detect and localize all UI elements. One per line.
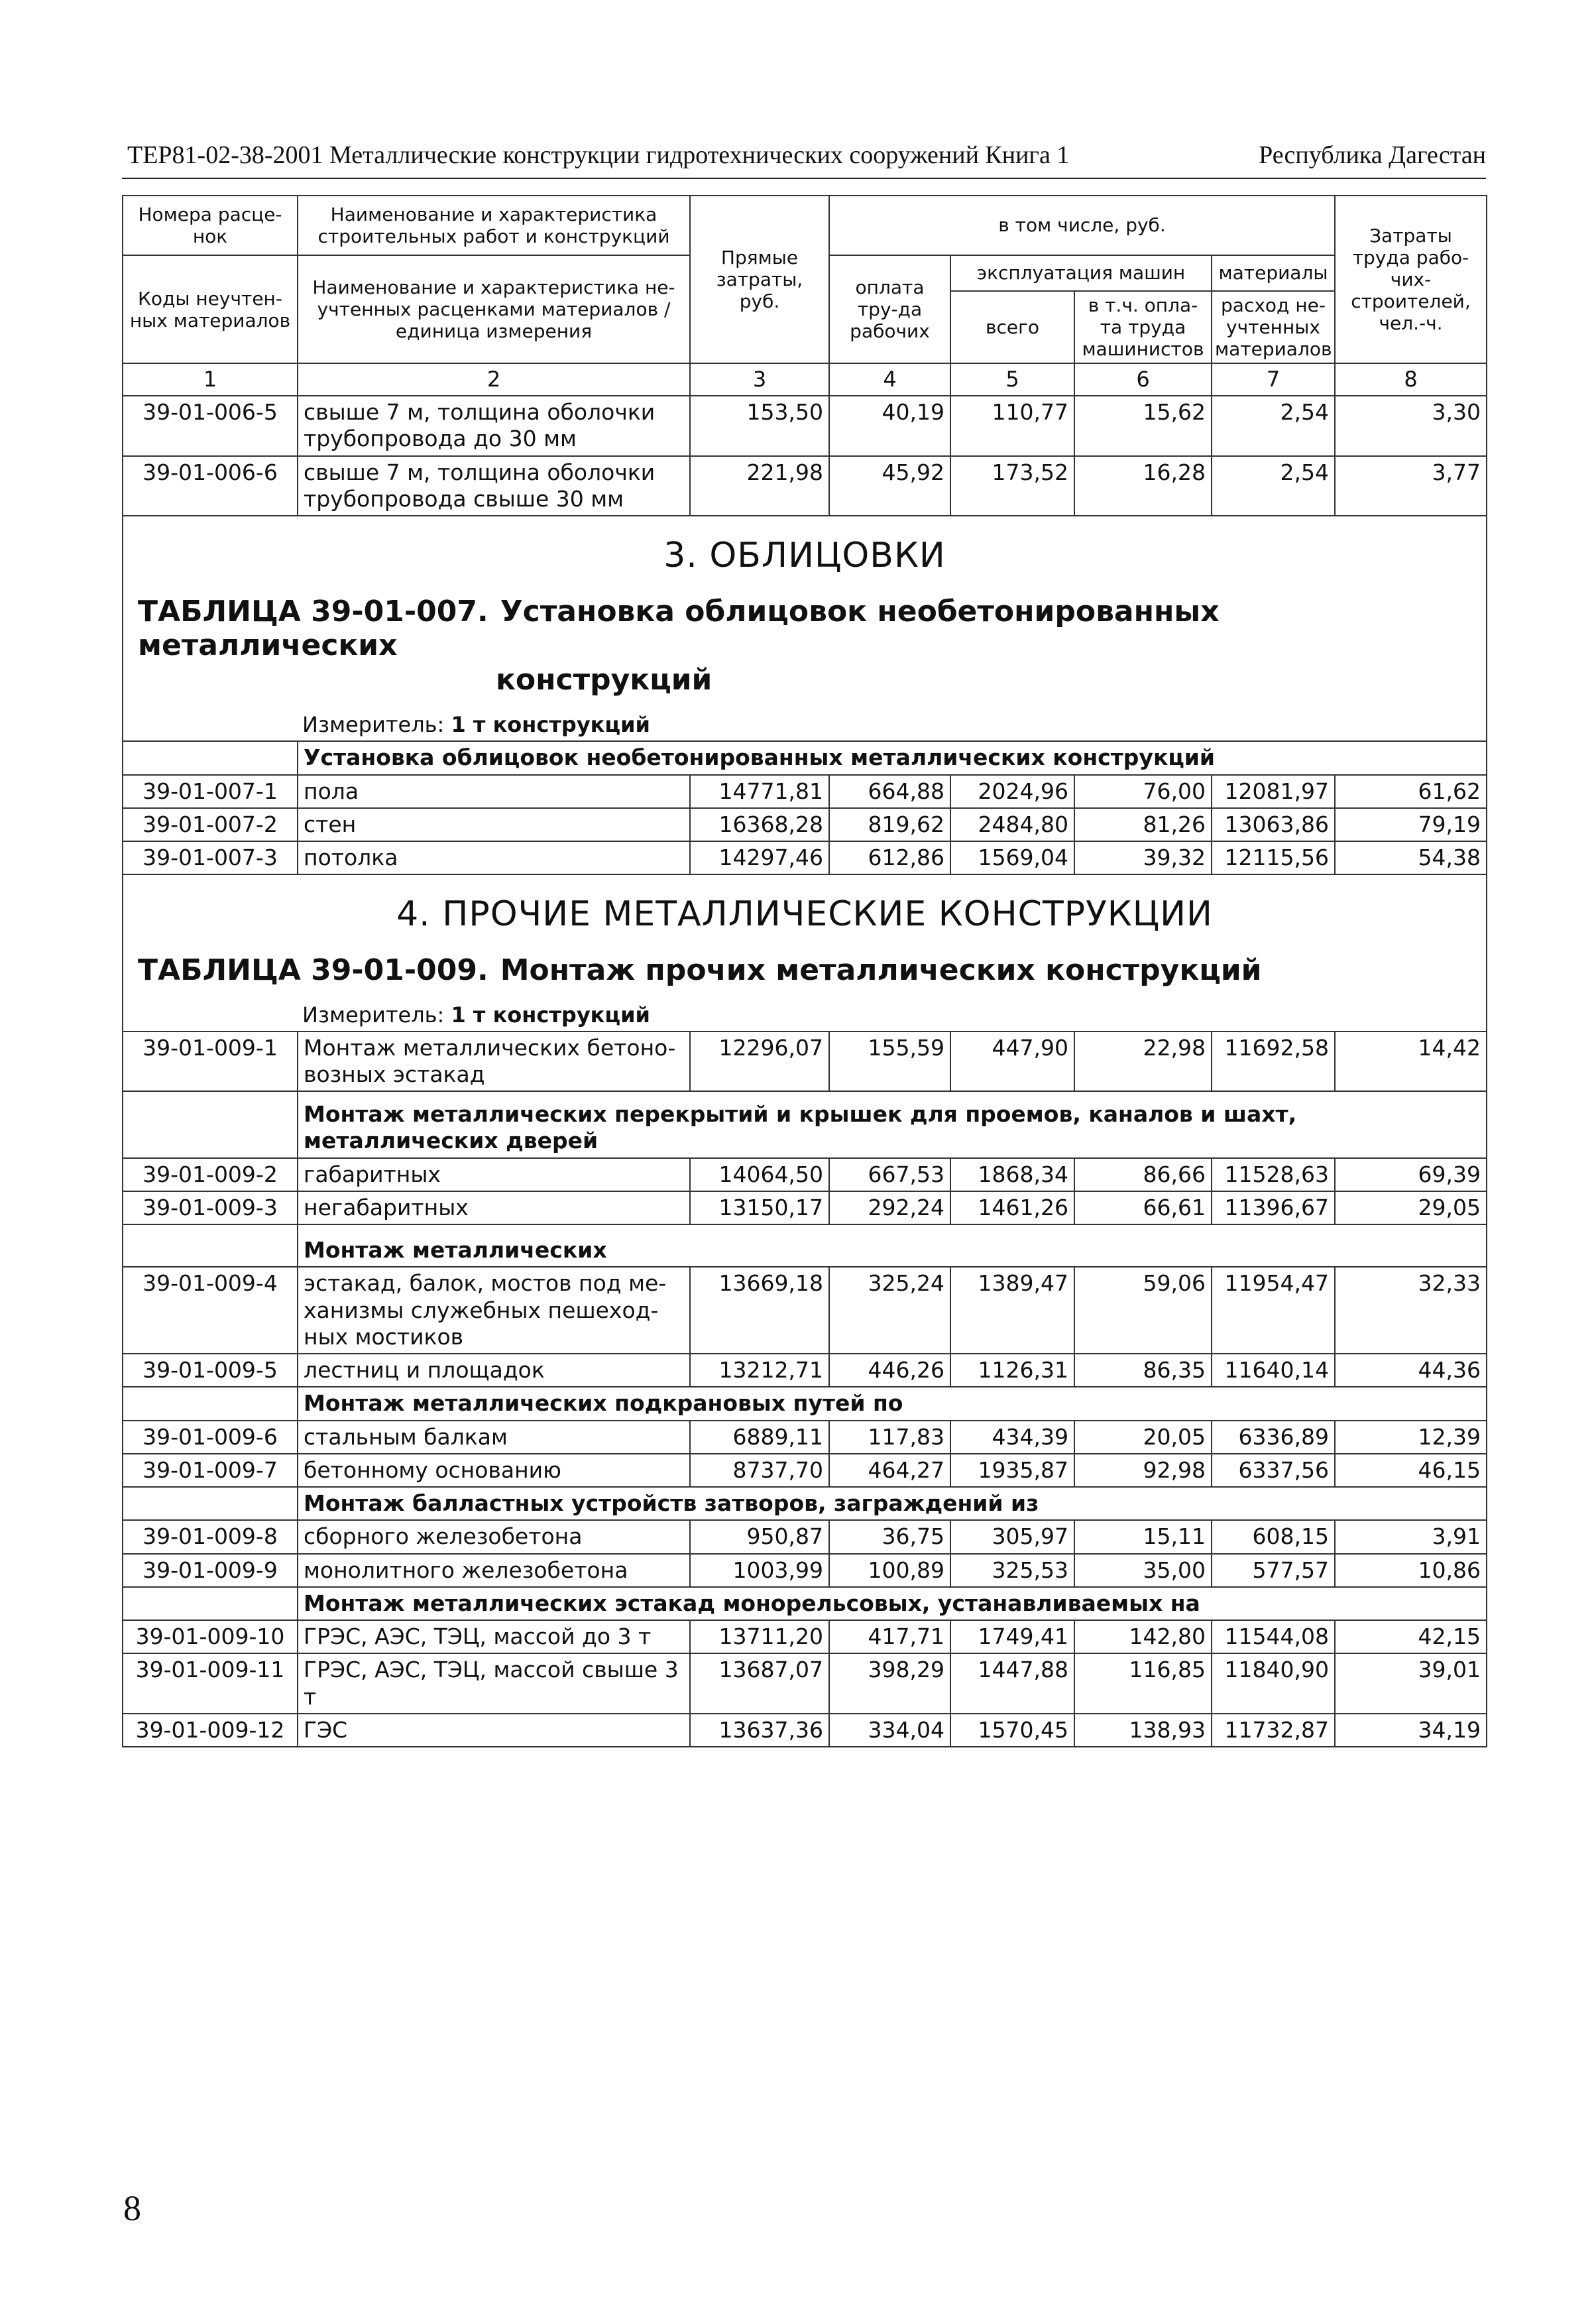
column-numbers-row [123, 363, 1487, 396]
rate-code: 39-01-009-7 [123, 1454, 298, 1487]
section-title: 3. ОБЛИЦОВКИ [663, 536, 946, 576]
rate-name: Монтаж металлических бетоно-возных эстакад [298, 1032, 690, 1092]
table-label: ТАБЛИЦА 39-01-007. [138, 594, 488, 628]
direct-costs: 13212,71 [690, 1354, 829, 1387]
materials-cost: 11732,87 [1212, 1714, 1335, 1747]
rate-code: 39-01-009-4 [123, 1267, 298, 1354]
materials-cost: 11640,14 [1212, 1354, 1335, 1387]
direct-costs: 6889,11 [690, 1421, 829, 1454]
header-col1-top: Номера расце-нок [123, 196, 298, 255]
table-row [123, 1714, 1487, 1747]
table-name-continued: конструкций [496, 663, 712, 697]
machines-total: 1935,87 [950, 1454, 1074, 1487]
meter-label: Измеритель: [302, 712, 445, 738]
labor-hours: 29,05 [1335, 1191, 1487, 1224]
table-row [123, 1454, 1487, 1487]
rate-name: свыше 7 м, толщина оболочки трубопровода до 30 мм [298, 396, 690, 456]
colnum: 2 [298, 363, 690, 396]
materials-cost: 2,54 [1212, 396, 1335, 456]
direct-costs: 950,87 [690, 1520, 829, 1553]
labor-wages: 117,83 [829, 1421, 950, 1454]
labor-wages: 292,24 [829, 1191, 950, 1224]
machinists-wages: 16,28 [1074, 456, 1212, 516]
machines-total: 1749,41 [950, 1620, 1074, 1653]
rate-name: монолитного железобетона [298, 1554, 690, 1587]
meter-label: Измеритель: [302, 1002, 445, 1028]
labor-hours: 34,19 [1335, 1714, 1487, 1747]
labor-wages: 334,04 [829, 1714, 950, 1747]
labor-hours: 39,01 [1335, 1653, 1487, 1714]
table-row [123, 1554, 1487, 1587]
table-row [123, 1421, 1487, 1454]
materials-cost: 11954,47 [1212, 1267, 1335, 1354]
direct-costs: 13637,36 [690, 1714, 829, 1747]
colnum: 4 [829, 363, 950, 396]
region-name: Республика Дагестан [1259, 141, 1486, 169]
rate-name: потолка [298, 841, 690, 874]
materials-cost: 11528,63 [1212, 1158, 1335, 1191]
table-row [123, 1158, 1487, 1191]
section4-heading-band [123, 874, 1487, 1031]
table-row [123, 1191, 1487, 1224]
labor-wages: 667,53 [829, 1158, 950, 1191]
materials-cost: 13063,86 [1212, 808, 1335, 841]
table-row [123, 1267, 1487, 1354]
header-col4: оплата тру-да рабочих [829, 255, 950, 363]
labor-wages: 464,27 [829, 1454, 950, 1487]
rate-code: 39-01-007-1 [123, 775, 298, 808]
machines-total: 2024,96 [950, 775, 1074, 808]
group-row [123, 1224, 1487, 1267]
header-col2-bottom: Наименование и характеристика не-учтенных расценками материалов / единица измерения [298, 255, 690, 363]
direct-costs: 13711,20 [690, 1620, 829, 1653]
meter-value: 1 т конструкций [451, 712, 650, 738]
table-title [123, 949, 1486, 988]
colnum: 3 [690, 363, 829, 396]
rate-name: бетонному основанию [298, 1454, 690, 1487]
materials-cost: 6336,89 [1212, 1421, 1335, 1454]
rate-code: 39-01-009-10 [123, 1620, 298, 1653]
direct-costs: 14297,46 [690, 841, 829, 874]
table-name: Монтаж прочих металлических конструкций [500, 953, 1262, 987]
labor-hours: 10,86 [1335, 1554, 1487, 1587]
labor-hours: 3,30 [1335, 396, 1487, 456]
rate-code: 39-01-009-6 [123, 1421, 298, 1454]
labor-hours: 42,15 [1335, 1620, 1487, 1653]
machinists-wages: 86,66 [1074, 1158, 1212, 1191]
rate-name: лестниц и площадок [298, 1354, 690, 1387]
machinists-wages: 92,98 [1074, 1454, 1212, 1487]
rate-code: 39-01-009-2 [123, 1158, 298, 1191]
direct-costs: 8737,70 [690, 1454, 829, 1487]
machinists-wages: 22,98 [1074, 1032, 1212, 1092]
rate-name: негабаритных [298, 1191, 690, 1224]
labor-wages: 664,88 [829, 775, 950, 808]
header-rule [122, 178, 1486, 179]
header-row-1 [123, 196, 1487, 255]
labor-wages: 100,89 [829, 1554, 950, 1587]
header-col5: всего [950, 291, 1074, 363]
machines-total: 1868,34 [950, 1158, 1074, 1191]
colnum: 8 [1335, 363, 1487, 396]
table-row [123, 1653, 1487, 1714]
direct-costs: 221,98 [690, 456, 829, 516]
direct-costs: 14064,50 [690, 1158, 829, 1191]
header-materials: материалы [1212, 255, 1335, 291]
labor-hours: 61,62 [1335, 775, 1487, 808]
colnum: 6 [1074, 363, 1212, 396]
machines-total: 1569,04 [950, 841, 1074, 874]
rate-code: 39-01-009-12 [123, 1714, 298, 1747]
table-row [123, 1354, 1487, 1387]
machinists-wages: 76,00 [1074, 775, 1212, 808]
materials-cost: 11544,08 [1212, 1620, 1335, 1653]
table-row [123, 775, 1487, 808]
labor-hours: 46,15 [1335, 1454, 1487, 1487]
labor-hours: 44,36 [1335, 1354, 1487, 1387]
table-row [123, 456, 1487, 516]
running-header [127, 137, 1486, 176]
table-row [123, 841, 1487, 874]
document-title: ТЕР81-02-38-2001 Металлические конструкции гидротехнических сооружений Книга 1 [127, 141, 1070, 169]
labor-hours: 3,77 [1335, 456, 1487, 516]
labor-hours: 3,91 [1335, 1520, 1487, 1553]
machinists-wages: 81,26 [1074, 808, 1212, 841]
direct-costs: 16368,28 [690, 808, 829, 841]
materials-cost: 577,57 [1212, 1554, 1335, 1587]
table-row [123, 1032, 1487, 1092]
rate-name: сборного железобетона [298, 1520, 690, 1553]
table-row [123, 1620, 1487, 1653]
machinists-wages: 142,80 [1074, 1620, 1212, 1653]
rate-name: стен [298, 808, 690, 841]
machinists-wages: 15,62 [1074, 396, 1212, 456]
materials-cost: 11692,58 [1212, 1032, 1335, 1092]
machinists-wages: 35,00 [1074, 1554, 1212, 1587]
labor-wages: 417,71 [829, 1620, 950, 1653]
machines-total: 305,97 [950, 1520, 1074, 1553]
header-col1-bottom: Коды неучтен-ных материалов [123, 255, 298, 363]
machines-total: 1570,45 [950, 1714, 1074, 1747]
section-title: 4. ПРОЧИЕ МЕТАЛЛИЧЕСКИЕ КОНСТРУКЦИИ [396, 894, 1213, 935]
section3-heading-band [123, 516, 1487, 741]
machinists-wages: 116,85 [1074, 1653, 1212, 1714]
rate-name: ГРЭС, АЭС, ТЭЦ, массой свыше 3 т [298, 1653, 690, 1714]
machinists-wages: 20,05 [1074, 1421, 1212, 1454]
group-row [123, 1487, 1487, 1520]
direct-costs: 12296,07 [690, 1032, 829, 1092]
materials-cost: 608,15 [1212, 1520, 1335, 1553]
header-machines: эксплуатация машин [950, 255, 1212, 291]
rate-name: габаритных [298, 1158, 690, 1191]
materials-cost: 12081,97 [1212, 775, 1335, 808]
rate-name: пола [298, 775, 690, 808]
group-title: Монтаж металлических перекрытий и крышек для проемов, каналов и шахт, металлических дверей [298, 1091, 1487, 1158]
header-incl: в том числе, руб. [829, 196, 1335, 255]
materials-cost: 2,54 [1212, 456, 1335, 516]
labor-hours: 32,33 [1335, 1267, 1487, 1354]
colnum: 5 [950, 363, 1074, 396]
header-col3: Прямые затраты, руб. [690, 196, 829, 363]
table-title [123, 591, 1486, 698]
rate-code: 39-01-007-2 [123, 808, 298, 841]
machines-total: 1126,31 [950, 1354, 1074, 1387]
table-row [123, 808, 1487, 841]
header-col6: в т.ч. опла-та труда машинистов [1074, 291, 1212, 363]
rate-code: 39-01-006-6 [123, 456, 298, 516]
unit-of-measure [123, 988, 1486, 1031]
rates-table-container [122, 195, 1486, 1747]
labor-hours: 69,39 [1335, 1158, 1487, 1191]
machines-total: 325,53 [950, 1554, 1074, 1587]
machines-total: 1389,47 [950, 1267, 1074, 1354]
labor-hours: 79,19 [1335, 808, 1487, 841]
materials-cost: 11396,67 [1212, 1191, 1335, 1224]
rate-name: эстакад, балок, мостов под ме-ханизмы служебных пешеход-ных мостиков [298, 1267, 690, 1354]
group-title: Монтаж металлических подкрановых путей по [298, 1387, 1487, 1420]
unit-of-measure [123, 697, 1486, 740]
group-row [123, 1091, 1487, 1158]
rate-name: свыше 7 м, толщина оболочки трубопровода свыше 30 мм [298, 456, 690, 516]
meter-value: 1 т конструкций [451, 1002, 650, 1028]
labor-wages: 45,92 [829, 456, 950, 516]
labor-wages: 398,29 [829, 1653, 950, 1714]
group-row [123, 1387, 1487, 1420]
direct-costs: 14771,81 [690, 775, 829, 808]
machinists-wages: 66,61 [1074, 1191, 1212, 1224]
machines-total: 2484,80 [950, 808, 1074, 841]
labor-wages: 36,75 [829, 1520, 950, 1553]
labor-wages: 612,86 [829, 841, 950, 874]
group-title: Монтаж металлических [298, 1224, 1487, 1267]
rate-code: 39-01-009-3 [123, 1191, 298, 1224]
machinists-wages: 39,32 [1074, 841, 1212, 874]
direct-costs: 13150,17 [690, 1191, 829, 1224]
labor-wages: 40,19 [829, 396, 950, 456]
machinists-wages: 86,35 [1074, 1354, 1212, 1387]
rate-code: 39-01-009-8 [123, 1520, 298, 1553]
rate-code: 39-01-009-5 [123, 1354, 298, 1387]
header-col8: Затраты труда рабо-чих-строителей, чел.-ч. [1335, 196, 1487, 363]
header-col7: расход не-учтенных материалов [1212, 291, 1335, 363]
rate-code: 39-01-007-3 [123, 841, 298, 874]
colnum: 1 [123, 363, 298, 396]
labor-hours: 14,42 [1335, 1032, 1487, 1092]
rate-code: 39-01-006-5 [123, 396, 298, 456]
machines-total: 434,39 [950, 1421, 1074, 1454]
machinists-wages: 59,06 [1074, 1267, 1212, 1354]
table-row [123, 396, 1487, 456]
rate-name: ГЭС [298, 1714, 690, 1747]
machines-total: 447,90 [950, 1032, 1074, 1092]
materials-cost: 6337,56 [1212, 1454, 1335, 1487]
machines-total: 110,77 [950, 396, 1074, 456]
page-number: 8 [123, 2188, 141, 2228]
group-row [123, 1587, 1487, 1620]
labor-wages: 446,26 [829, 1354, 950, 1387]
direct-costs: 13669,18 [690, 1267, 829, 1354]
direct-costs: 153,50 [690, 396, 829, 456]
rate-code: 39-01-009-9 [123, 1554, 298, 1587]
table-row [123, 1520, 1487, 1553]
rates-table [122, 195, 1487, 1747]
rate-code: 39-01-009-1 [123, 1032, 298, 1092]
group-title: Монтаж металлических эстакад монорельсовых, устанавливаемых на [298, 1587, 1487, 1620]
colnum: 7 [1212, 363, 1335, 396]
table-name: Установка облицовок необетонированных металлических [138, 594, 1220, 663]
direct-costs: 1003,99 [690, 1554, 829, 1587]
rate-name: ГРЭС, АЭС, ТЭЦ, массой до 3 т [298, 1620, 690, 1653]
table-label: ТАБЛИЦА 39-01-009. [138, 953, 488, 987]
rate-code: 39-01-009-11 [123, 1653, 298, 1714]
header-col2-top: Наименование и характеристика строительных работ и конструкций [298, 196, 690, 255]
materials-cost: 11840,90 [1212, 1653, 1335, 1714]
machinists-wages: 15,11 [1074, 1520, 1212, 1553]
group-row [123, 741, 1487, 774]
machines-total: 1447,88 [950, 1653, 1074, 1714]
group-title: Установка облицовок необетонированных металлических конструкций [298, 741, 1487, 774]
labor-wages: 155,59 [829, 1032, 950, 1092]
machines-total: 1461,26 [950, 1191, 1074, 1224]
materials-cost: 12115,56 [1212, 841, 1335, 874]
machinists-wages: 138,93 [1074, 1714, 1212, 1747]
group-title: Монтаж балластных устройств затворов, заграждений из [298, 1487, 1487, 1520]
labor-hours: 12,39 [1335, 1421, 1487, 1454]
direct-costs: 13687,07 [690, 1653, 829, 1714]
labor-hours: 54,38 [1335, 841, 1487, 874]
machines-total: 173,52 [950, 456, 1074, 516]
labor-wages: 325,24 [829, 1267, 950, 1354]
rate-name: стальным балкам [298, 1421, 690, 1454]
labor-wages: 819,62 [829, 808, 950, 841]
